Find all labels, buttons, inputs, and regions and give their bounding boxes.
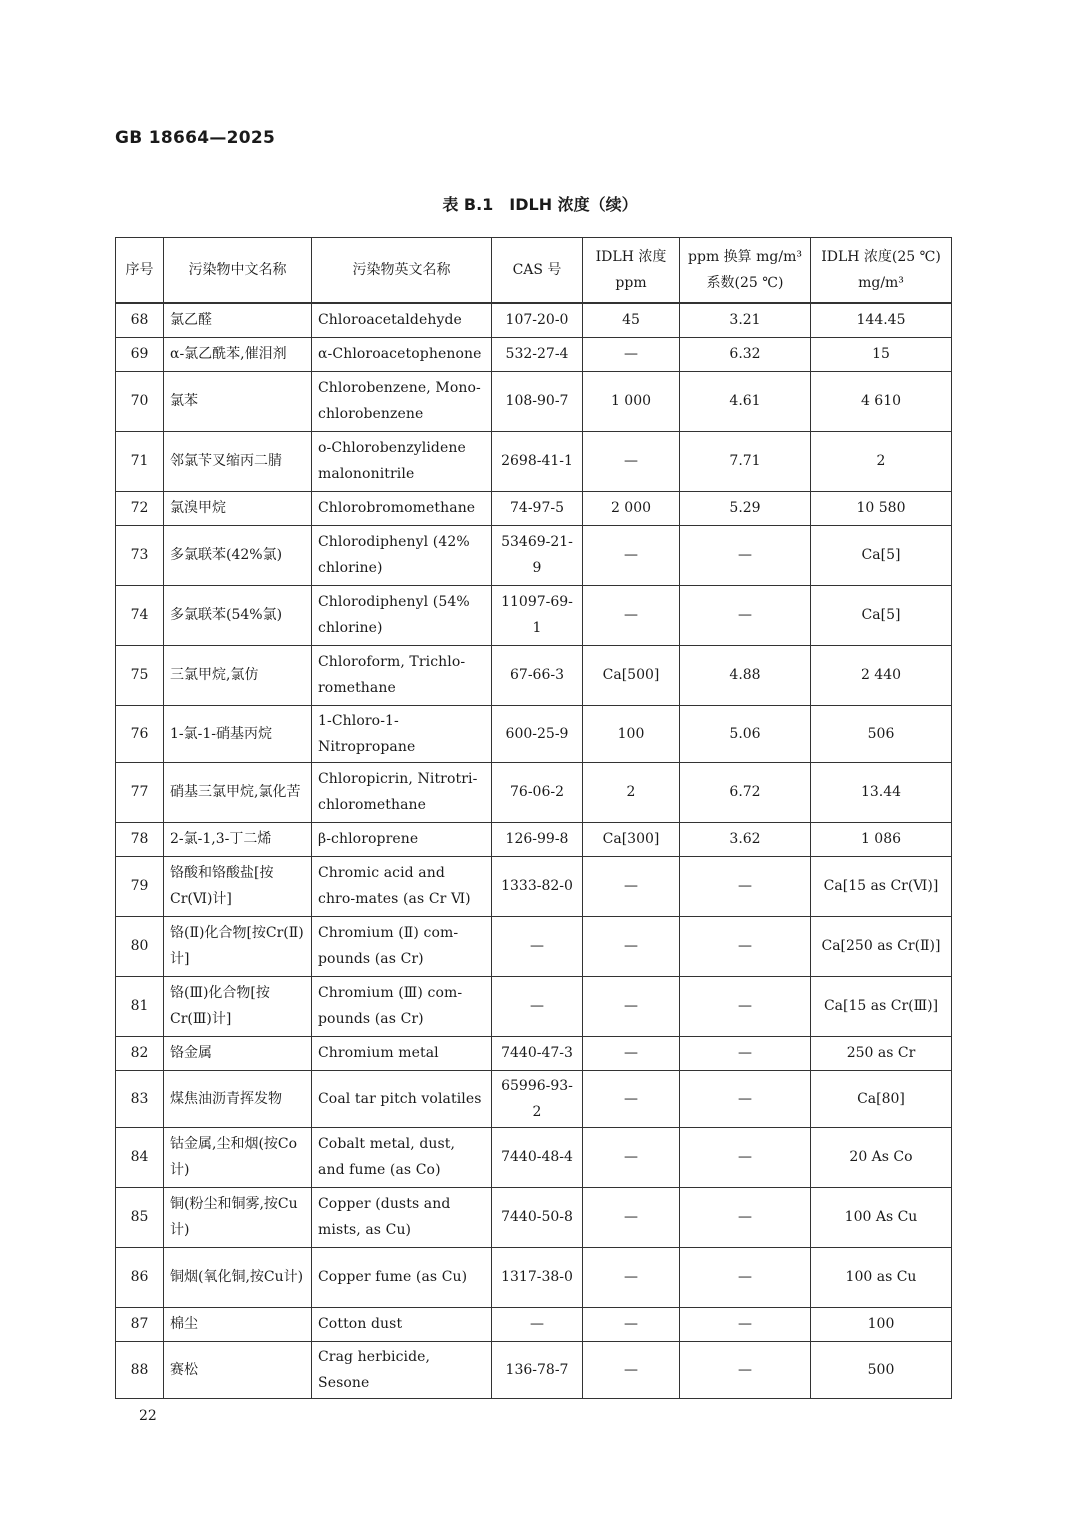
- table-row: [116, 371, 952, 431]
- row-index: 72: [116, 491, 164, 525]
- cas-number: 7440-47-3: [492, 1036, 583, 1070]
- cn-name: 1-氯-1-硝基丙烷: [164, 705, 312, 762]
- cn-name: 2-氯-1,3-丁二烯: [164, 822, 312, 856]
- table-body: [116, 303, 952, 1398]
- cn-name: 钴金属,尘和烟(按Co计): [164, 1127, 312, 1187]
- en-name: Chlorodiphenyl (54% chlorine): [312, 585, 492, 645]
- cas-number: 67-66-3: [492, 645, 583, 705]
- conversion-factor: —: [680, 916, 811, 976]
- conversion-factor: —: [680, 976, 811, 1036]
- conversion-factor: 3.62: [680, 822, 811, 856]
- idlh-ppm: —: [583, 431, 680, 491]
- conversion-factor: 4.88: [680, 645, 811, 705]
- idlh-ppm: —: [583, 1341, 680, 1398]
- cn-name: 氯苯: [164, 371, 312, 431]
- conversion-factor: 4.61: [680, 371, 811, 431]
- en-name: Chlorobenzene, Mono-chlorobenzene: [312, 371, 492, 431]
- cas-number: 532-27-4: [492, 337, 583, 371]
- conversion-factor: —: [680, 1070, 811, 1127]
- idlh-mg: 4 610: [811, 371, 952, 431]
- cn-name: 赛松: [164, 1341, 312, 1398]
- table-title: 表 B.1 IDLH 浓度（续）: [442, 195, 638, 214]
- en-name: Coal tar pitch volatiles: [312, 1070, 492, 1127]
- idlh-mg: 100: [811, 1307, 952, 1341]
- conversion-factor: 6.72: [680, 762, 811, 822]
- idlh-ppm: 2 000: [583, 491, 680, 525]
- conversion-factor: 5.29: [680, 491, 811, 525]
- cas-number: 76-06-2: [492, 762, 583, 822]
- table-row: [116, 1307, 952, 1341]
- row-index: 88: [116, 1341, 164, 1398]
- cn-name: 铬酸和铬酸盐[按Cr(Ⅵ)计]: [164, 856, 312, 916]
- row-index: 84: [116, 1127, 164, 1187]
- cas-number: —: [492, 976, 583, 1036]
- cn-name: 邻氯苄叉缩丙二腈: [164, 431, 312, 491]
- cas-number: 11097-69-1: [492, 585, 583, 645]
- table-row: [116, 822, 952, 856]
- idlh-mg: 20 As Co: [811, 1127, 952, 1187]
- cas-number: —: [492, 916, 583, 976]
- idlh-mg: Ca[5]: [811, 585, 952, 645]
- standard-code: GB 18664—2025: [115, 128, 276, 148]
- idlh-mg: 100 as Cu: [811, 1247, 952, 1307]
- en-name: α-Chloroacetophenone: [312, 337, 492, 371]
- table-row: [116, 1247, 952, 1307]
- row-index: 80: [116, 916, 164, 976]
- row-index: 78: [116, 822, 164, 856]
- conversion-factor: —: [680, 856, 811, 916]
- table-row: [116, 705, 952, 762]
- cn-name: 多氯联苯(54%氯): [164, 585, 312, 645]
- table-row: [116, 1127, 952, 1187]
- row-index: 79: [116, 856, 164, 916]
- en-name: Copper fume (as Cu): [312, 1247, 492, 1307]
- en-name: Chromic acid and chro-mates (as Cr Ⅵ): [312, 856, 492, 916]
- en-name: Chlorobromomethane: [312, 491, 492, 525]
- row-index: 85: [116, 1187, 164, 1247]
- cas-number: 107-20-0: [492, 303, 583, 337]
- conversion-factor: 5.06: [680, 705, 811, 762]
- cas-number: 7440-48-4: [492, 1127, 583, 1187]
- idlh-mg: 15: [811, 337, 952, 371]
- idlh-ppm: —: [583, 1307, 680, 1341]
- idlh-ppm: —: [583, 976, 680, 1036]
- en-name: Chloroform, Trichlo-romethane: [312, 645, 492, 705]
- cn-name: 三氯甲烷,氯仿: [164, 645, 312, 705]
- table-row: [116, 645, 952, 705]
- en-name: Copper (dusts and mists, as Cu): [312, 1187, 492, 1247]
- col-header-cn-name: 污染物中文名称: [164, 238, 312, 304]
- table-row: [116, 303, 952, 337]
- table-row: [116, 1036, 952, 1070]
- col-header-index: 序号: [116, 238, 164, 304]
- table-row: [116, 856, 952, 916]
- en-name: 1-Chloro-1-Nitropropane: [312, 705, 492, 762]
- cn-name: α-氯乙酰苯,催泪剂: [164, 337, 312, 371]
- idlh-ppm: —: [583, 525, 680, 585]
- en-name: Chromium (Ⅱ) com-pounds (as Cr): [312, 916, 492, 976]
- cn-name: 氯溴甲烷: [164, 491, 312, 525]
- row-index: 81: [116, 976, 164, 1036]
- cn-name: 铬(Ⅱ)化合物[按Cr(Ⅱ)计]: [164, 916, 312, 976]
- row-index: 76: [116, 705, 164, 762]
- cas-number: 126-99-8: [492, 822, 583, 856]
- en-name: Cobalt metal, dust, and fume (as Co): [312, 1127, 492, 1187]
- cn-name: 氯乙醛: [164, 303, 312, 337]
- conversion-factor: 3.21: [680, 303, 811, 337]
- cas-number: 108-90-7: [492, 371, 583, 431]
- idlh-ppm: —: [583, 1247, 680, 1307]
- cas-number: 2698-41-1: [492, 431, 583, 491]
- cas-number: —: [492, 1307, 583, 1341]
- cas-number: 65996-93-2: [492, 1070, 583, 1127]
- conversion-factor: —: [680, 1187, 811, 1247]
- cas-number: 136-78-7: [492, 1341, 583, 1398]
- idlh-ppm: —: [583, 337, 680, 371]
- idlh-ppm: 45: [583, 303, 680, 337]
- table-row: [116, 1341, 952, 1398]
- table-row: [116, 976, 952, 1036]
- table-row: [116, 337, 952, 371]
- en-name: Cotton dust: [312, 1307, 492, 1341]
- idlh-mg: Ca[15 as Cr(Ⅵ)]: [811, 856, 952, 916]
- cn-name: 棉尘: [164, 1307, 312, 1341]
- table-row: [116, 525, 952, 585]
- conversion-factor: —: [680, 1247, 811, 1307]
- conversion-factor: —: [680, 1036, 811, 1070]
- idlh-mg: Ca[15 as Cr(Ⅲ)]: [811, 976, 952, 1036]
- cas-number: 74-97-5: [492, 491, 583, 525]
- conversion-factor: —: [680, 525, 811, 585]
- idlh-ppm: —: [583, 585, 680, 645]
- cn-name: 铬金属: [164, 1036, 312, 1070]
- idlh-mg: 500: [811, 1341, 952, 1398]
- en-name: Chloroacetaldehyde: [312, 303, 492, 337]
- row-index: 74: [116, 585, 164, 645]
- idlh-ppm: —: [583, 1127, 680, 1187]
- en-name: o-Chlorobenzylidene malononitrile: [312, 431, 492, 491]
- en-name: Chromium (Ⅲ) com-pounds (as Cr): [312, 976, 492, 1036]
- table-row: [116, 491, 952, 525]
- page-number: 22: [139, 1408, 157, 1424]
- conversion-factor: —: [680, 1127, 811, 1187]
- row-index: 68: [116, 303, 164, 337]
- table-row: [116, 1187, 952, 1247]
- idlh-mg: 250 as Cr: [811, 1036, 952, 1070]
- en-name: Chlorodiphenyl (42% chlorine): [312, 525, 492, 585]
- cas-number: 1317-38-0: [492, 1247, 583, 1307]
- en-name: Chromium metal: [312, 1036, 492, 1070]
- cn-name: 硝基三氯甲烷,氯化苦: [164, 762, 312, 822]
- idlh-mg: 2 440: [811, 645, 952, 705]
- idlh-mg: 13.44: [811, 762, 952, 822]
- cas-number: 1333-82-0: [492, 856, 583, 916]
- cn-name: 铜烟(氧化铜,按Cu计): [164, 1247, 312, 1307]
- row-index: 75: [116, 645, 164, 705]
- table-row: [116, 762, 952, 822]
- row-index: 71: [116, 431, 164, 491]
- idlh-ppm: 100: [583, 705, 680, 762]
- row-index: 87: [116, 1307, 164, 1341]
- idlh-mg: Ca[5]: [811, 525, 952, 585]
- conversion-factor: 7.71: [680, 431, 811, 491]
- table-row: [116, 431, 952, 491]
- conversion-factor: —: [680, 1307, 811, 1341]
- idlh-ppm: —: [583, 916, 680, 976]
- en-name: β-chloroprene: [312, 822, 492, 856]
- table-header-row: [116, 238, 952, 304]
- idlh-mg: 100 As Cu: [811, 1187, 952, 1247]
- row-index: 73: [116, 525, 164, 585]
- col-header-conversion: ppm 换算 mg/m³ 系数(25 ℃): [680, 238, 811, 304]
- row-index: 86: [116, 1247, 164, 1307]
- idlh-ppm: —: [583, 1187, 680, 1247]
- table-row: [116, 1070, 952, 1127]
- idlh-mg: 1 086: [811, 822, 952, 856]
- row-index: 70: [116, 371, 164, 431]
- cn-name: 铬(Ⅲ)化合物[按Cr(Ⅲ)计]: [164, 976, 312, 1036]
- conversion-factor: —: [680, 585, 811, 645]
- idlh-mg: Ca[250 as Cr(Ⅱ)]: [811, 916, 952, 976]
- col-header-cas: CAS 号: [492, 238, 583, 304]
- cas-number: 53469-21-9: [492, 525, 583, 585]
- conversion-factor: —: [680, 1341, 811, 1398]
- idlh-mg: 10 580: [811, 491, 952, 525]
- cn-name: 煤焦油沥青挥发物: [164, 1070, 312, 1127]
- idlh-mg: 506: [811, 705, 952, 762]
- cn-name: 多氯联苯(42%氯): [164, 525, 312, 585]
- en-name: Crag herbicide, Sesone: [312, 1341, 492, 1398]
- idlh-ppm: 2: [583, 762, 680, 822]
- row-index: 83: [116, 1070, 164, 1127]
- table-row: [116, 916, 952, 976]
- idlh-ppm: 1 000: [583, 371, 680, 431]
- col-header-idlh-mg: IDLH 浓度(25 ℃) mg/m³: [811, 238, 952, 304]
- cas-number: 7440-50-8: [492, 1187, 583, 1247]
- row-index: 77: [116, 762, 164, 822]
- col-header-en-name: 污染物英文名称: [312, 238, 492, 304]
- col-header-idlh-ppm: IDLH 浓度 ppm: [583, 238, 680, 304]
- idlh-ppm: —: [583, 856, 680, 916]
- en-name: Chloropicrin, Nitrotri-chloromethane: [312, 762, 492, 822]
- conversion-factor: 6.32: [680, 337, 811, 371]
- idlh-table: [115, 237, 952, 1399]
- idlh-mg: 144.45: [811, 303, 952, 337]
- cas-number: 600-25-9: [492, 705, 583, 762]
- idlh-mg: 2: [811, 431, 952, 491]
- row-index: 82: [116, 1036, 164, 1070]
- table-row: [116, 585, 952, 645]
- idlh-ppm: Ca[500]: [583, 645, 680, 705]
- row-index: 69: [116, 337, 164, 371]
- idlh-ppm: —: [583, 1036, 680, 1070]
- idlh-mg: Ca[80]: [811, 1070, 952, 1127]
- cn-name: 铜(粉尘和铜雾,按Cu计): [164, 1187, 312, 1247]
- idlh-ppm: Ca[300]: [583, 822, 680, 856]
- idlh-ppm: —: [583, 1070, 680, 1127]
